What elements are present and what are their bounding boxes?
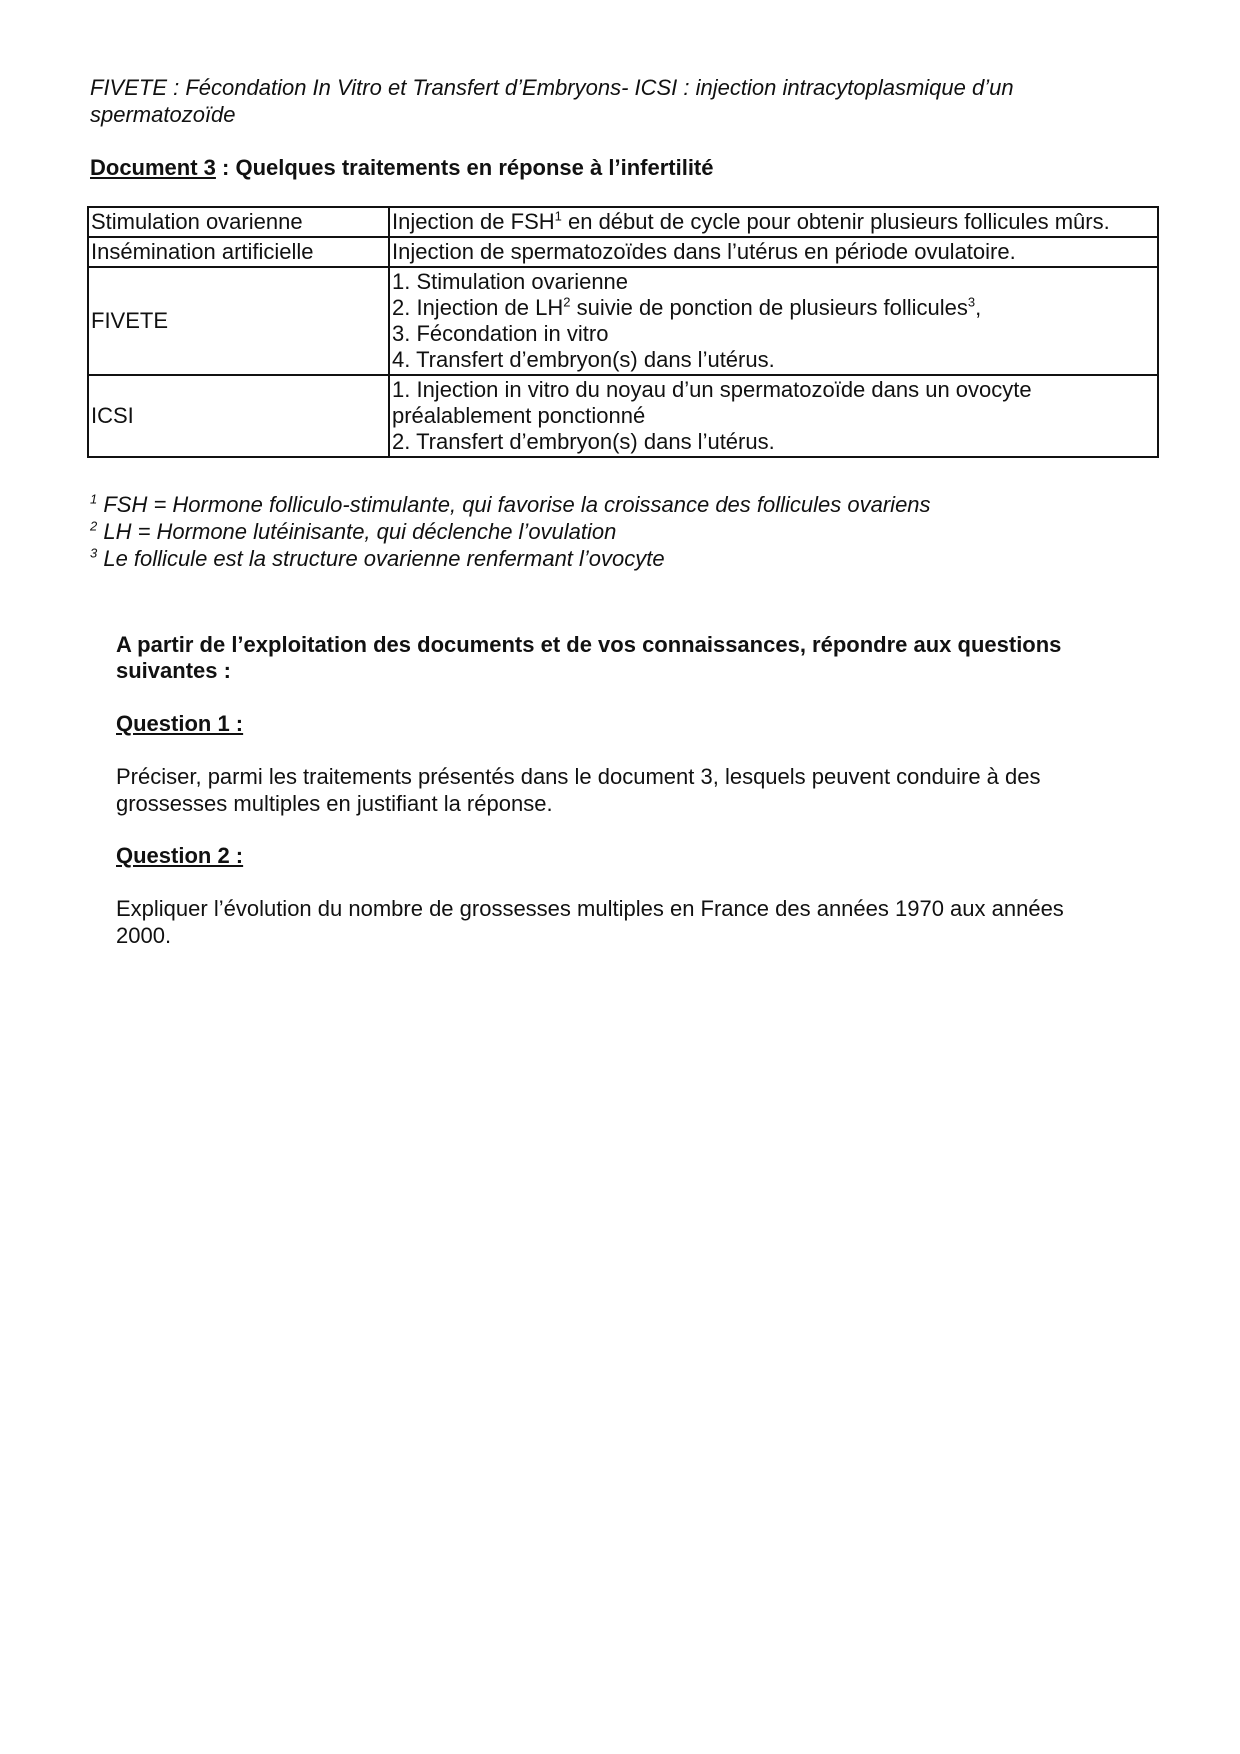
table-row	[88, 375, 1158, 457]
footnote-ref: 3	[967, 294, 976, 310]
question-line: Préciser, parmi les traitements présentés dans le document 3, lesquels peuvent conduire à des	[116, 764, 1041, 789]
treatment-step	[392, 295, 1155, 321]
question-line: grossesses multiples en justifiant la réponse.	[116, 791, 553, 816]
question-2-text	[116, 895, 1136, 949]
treatment-step: 3. Fécondation in vitro	[392, 321, 609, 346]
table-row	[88, 237, 1158, 267]
treatment-step: préalablement ponctionné	[392, 403, 646, 428]
intro-line-1: FIVETE : Fécondation In Vitro et Transfert d’Embryons- ICSI : injection intracytoplasmique d’un	[90, 75, 1014, 100]
footnote-number: 2	[90, 518, 98, 534]
treatment-step: 1. Injection in vitro du noyau d’un spermatozoïde dans un ovocyte	[392, 377, 1032, 402]
question-1-text	[116, 763, 1136, 817]
treatment-name: Stimulation ovarienne	[91, 209, 303, 234]
treatment-description: Injection de spermatozoïdes dans l’utérus en période ovulatoire.	[392, 239, 1016, 264]
step-text: suivie de ponction de plusieurs follicules	[570, 295, 968, 320]
instruction-line: A partir de l’exploitation des documents et de vos connaissances, répondre aux questions	[116, 632, 1062, 657]
treatment-description-cell	[389, 267, 1158, 375]
question-line: 2000.	[116, 923, 172, 948]
document-title: : Quelques traitements en réponse à l’infertilité	[215, 155, 714, 180]
treatment-description-cell	[389, 375, 1158, 457]
question-line: Expliquer l’évolution du nombre de grossesses multiples en France des années 1970 aux années	[116, 896, 1064, 921]
acronym-definitions	[90, 74, 1140, 128]
footnote	[90, 545, 931, 572]
treatment-name-cell	[88, 237, 389, 267]
treatment-name: FIVETE	[91, 308, 169, 333]
instruction-line: suivantes :	[116, 658, 231, 683]
footnotes	[90, 491, 931, 572]
document-heading	[90, 155, 714, 181]
treatment-name: ICSI	[91, 403, 134, 428]
treatment-name-cell	[88, 267, 389, 375]
table-row	[88, 207, 1158, 237]
treatment-name-cell	[88, 207, 389, 237]
treatment-name-cell	[88, 375, 389, 457]
step-text: ,	[975, 295, 982, 320]
treatment-name: Insémination artificielle	[91, 239, 314, 264]
footnote-number: 1	[90, 491, 98, 507]
treatment-description-cell	[389, 207, 1158, 237]
footnote-text: LH = Hormone lutéinisante, qui déclenche l’ovulation	[97, 519, 617, 544]
intro-line-2: spermatozoïde	[90, 102, 236, 127]
question-1-title: Question 1 :	[116, 711, 244, 736]
table-row	[88, 267, 1158, 375]
footnote-ref: 2	[563, 294, 571, 310]
treatment-description: Injection de FSH	[392, 209, 555, 234]
instruction	[116, 632, 1136, 684]
footnote	[90, 518, 931, 545]
treatment-step: 2. Transfert d’embryon(s) dans l’utérus.	[392, 429, 775, 454]
step-text: 2. Injection de LH	[392, 295, 564, 320]
document-label: Document 3	[90, 155, 216, 180]
footnote-ref: 1	[554, 208, 562, 224]
treatment-step: 4. Transfert d’embryon(s) dans l’utérus.	[392, 347, 775, 372]
treatment-description-cont: en début de cycle pour obtenir plusieurs follicules mûrs.	[561, 209, 1110, 234]
treatment-step: 1. Stimulation ovarienne	[392, 269, 629, 294]
footnote-number: 3	[90, 545, 98, 561]
footnote-text: FSH = Hormone folliculo-stimulante, qui favorise la croissance des follicules ovariens	[97, 492, 931, 517]
question-2-title: Question 2 :	[116, 843, 244, 868]
footnote	[90, 491, 931, 518]
footnote-text: Le follicule est la structure ovarienne renfermant l’ovocyte	[97, 546, 665, 571]
treatment-description-cell	[389, 237, 1158, 267]
treatments-table	[87, 206, 1159, 458]
